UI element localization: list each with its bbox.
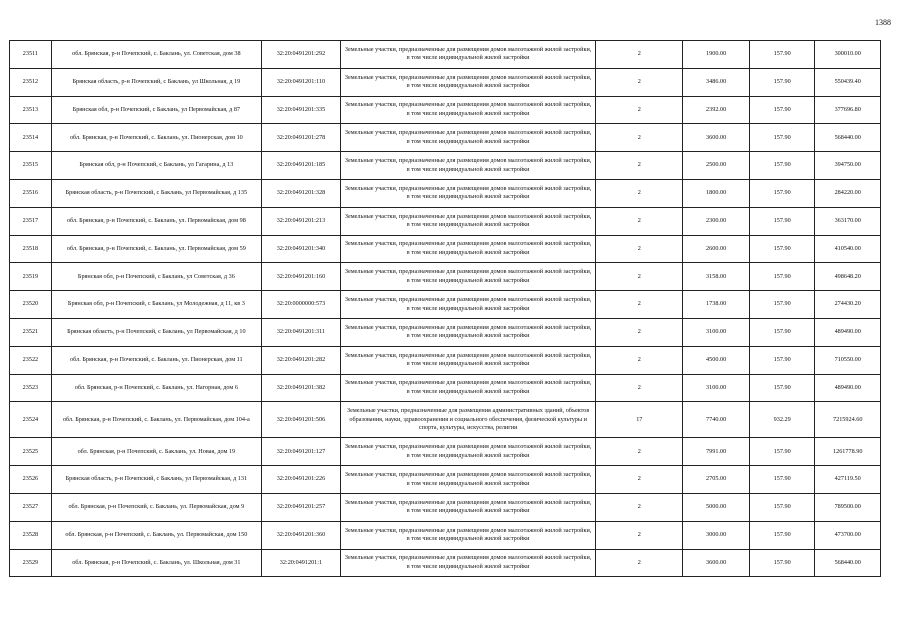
rate-cell: 157.90 [749,291,815,319]
cadastral-value-cell: 489490.00 [815,374,881,402]
cadastral-number-cell: 32:20:0491201:110 [261,68,340,96]
address-cell: Брянская область, р-н Почепский, с Баклань, ул Первомайская, д 135 [51,179,261,207]
table-row [10,235,881,263]
table-row [10,263,881,291]
rate-cell: 157.90 [749,41,815,69]
land-use-cell: Земельные участки, предназначенные для размещения домов малоэтажной жилой застройки, в том числе индивидуальной жилой застройки [340,235,595,263]
category-cell: 2 [596,263,683,291]
address-cell: обл. Брянская, р-н Почепский, с. Баклань, ул. Первомайская, дом 9 [51,493,261,521]
table-row [10,152,881,180]
row-number-cell: 23528 [10,521,52,549]
row-number-cell: 23512 [10,68,52,96]
land-use-cell: Земельные участки, предназначенные для размещения домов малоэтажной жилой застройки, в том числе индивидуальной жилой застройки [340,263,595,291]
table-row [10,68,881,96]
cadastral-number-cell: 32:20:0491201:278 [261,124,340,152]
category-cell: 2 [596,549,683,577]
rate-cell: 157.90 [749,318,815,346]
address-cell: Брянская область, р-н Почепский, с Баклань, ул Школьная, д 19 [51,68,261,96]
area-cell: 3100.00 [683,318,750,346]
row-number-cell: 23517 [10,207,52,235]
rate-cell: 157.90 [749,521,815,549]
table-row [10,318,881,346]
cadastral-value-cell: 568440.00 [815,549,881,577]
address-cell: обл. Брянская, р-н Почепский, с. Баклань, ул. Первомайская, дом 59 [51,235,261,263]
cadastral-number-cell: 32:20:0491201:226 [261,466,340,494]
rate-cell: 157.90 [749,96,815,124]
row-number-cell: 23518 [10,235,52,263]
rate-cell: 157.90 [749,493,815,521]
category-cell: 2 [596,374,683,402]
cadastral-value-cell: 473700.00 [815,521,881,549]
table-row [10,493,881,521]
cadastral-value-cell: 498648.20 [815,263,881,291]
cadastral-value-cell: 1261778.90 [815,438,881,466]
cadastral-number-cell: 32:20:0491201:213 [261,207,340,235]
cadastral-number-cell: 32:20:0491201:340 [261,235,340,263]
address-cell: Брянская область, р-н Почепский, с Баклань, ул Первомайская, д 10 [51,318,261,346]
area-cell: 3600.00 [683,549,750,577]
cadastral-value-cell: 394750.00 [815,152,881,180]
cadastral-value-cell: 274430.20 [815,291,881,319]
category-cell: 2 [596,179,683,207]
row-number-cell: 23526 [10,466,52,494]
rate-cell: 157.90 [749,263,815,291]
table-body [10,41,881,577]
area-cell: 2300.00 [683,207,750,235]
row-number-cell: 23523 [10,374,52,402]
category-cell: 2 [596,318,683,346]
table-row [10,179,881,207]
page-number: 1388 [875,18,891,27]
rate-cell: 157.90 [749,549,815,577]
cadastral-value-cell: 789500.00 [815,493,881,521]
cadastral-number-cell: 32:20:0491201:282 [261,346,340,374]
category-cell: 2 [596,96,683,124]
land-use-cell: Земельные участки, предназначенные для размещения домов малоэтажной жилой застройки, в том числе индивидуальной жилой застройки [340,521,595,549]
land-use-cell: Земельные участки, предназначенные для размещения домов малоэтажной жилой застройки, в том числе индивидуальной жилой застройки [340,207,595,235]
category-cell: 2 [596,68,683,96]
area-cell: 3000.00 [683,521,750,549]
row-number-cell: 23521 [10,318,52,346]
table-row [10,207,881,235]
cadastral-value-cell: 550439.40 [815,68,881,96]
area-cell: 2500.00 [683,152,750,180]
row-number-cell: 23520 [10,291,52,319]
table-row [10,374,881,402]
rate-cell: 157.90 [749,438,815,466]
rate-cell: 157.90 [749,466,815,494]
land-use-cell: Земельные участки, предназначенные для размещения домов малоэтажной жилой застройки, в том числе индивидуальной жилой застройки [340,374,595,402]
cadastral-number-cell: 32:20:0491201:360 [261,521,340,549]
cadastral-value-cell: 410540.00 [815,235,881,263]
category-cell: 17 [596,402,683,438]
area-cell: 2705.00 [683,466,750,494]
address-cell: обл. Брянская, р-н Почепский, с. Баклань, ул. Первомайская, дом 98 [51,207,261,235]
category-cell: 2 [596,521,683,549]
land-use-cell: Земельные участки, предназначенные для размещения домов малоэтажной жилой застройки, в том числе индивидуальной жилой застройки [340,68,595,96]
rate-cell: 932.29 [749,402,815,438]
table-row [10,466,881,494]
row-number-cell: 23525 [10,438,52,466]
address-cell: Брянская обл, р-н Почепский, с Баклань, ул Первомайская, д 87 [51,96,261,124]
land-use-cell: Земельные участки, предназначенные для размещения домов малоэтажной жилой застройки, в том числе индивидуальной жилой застройки [340,96,595,124]
cadastral-number-cell: 32:20:0491201:311 [261,318,340,346]
rate-cell: 157.90 [749,124,815,152]
rate-cell: 157.90 [749,179,815,207]
category-cell: 2 [596,493,683,521]
land-use-cell: Земельные участки, предназначенные для размещения домов малоэтажной жилой застройки, в том числе индивидуальной жилой застройки [340,346,595,374]
cadastral-value-cell: 363170.00 [815,207,881,235]
category-cell: 2 [596,346,683,374]
row-number-cell: 23527 [10,493,52,521]
cadastral-value-cell: 284220.00 [815,179,881,207]
cadastral-number-cell: 32:20:0491201:1 [261,549,340,577]
area-cell: 2392.00 [683,96,750,124]
address-cell: обл. Брянская, р-н Почепский, с. Баклань, ул. Новая, дом 19 [51,438,261,466]
address-cell: обл. Брянская, р-н Почепский, с. Баклань, ул. Советская, дом 38 [51,41,261,69]
area-cell: 2600.00 [683,235,750,263]
cadastral-value-cell: 300010.00 [815,41,881,69]
category-cell: 2 [596,207,683,235]
address-cell: обл. Брянская, р-н Почепский, с. Баклань, ул. Школьная, дом 31 [51,549,261,577]
row-number-cell: 23519 [10,263,52,291]
cadastral-value-cell: 710550.00 [815,346,881,374]
cadastral-number-cell: 32:20:0491201:257 [261,493,340,521]
cadastral-value-cell: 7215924.60 [815,402,881,438]
rate-cell: 157.90 [749,346,815,374]
cadastral-number-cell: 32:20:0491201:382 [261,374,340,402]
rate-cell: 157.90 [749,68,815,96]
row-number-cell: 23511 [10,41,52,69]
land-use-cell: Земельные участки, предназначенные для размещения домов малоэтажной жилой застройки, в том числе индивидуальной жилой застройки [340,124,595,152]
land-registry-table [9,40,881,577]
land-use-cell: Земельные участки, предназначенные для размещения домов малоэтажной жилой застройки, в том числе индивидуальной жилой застройки [340,179,595,207]
address-cell: обл. Брянская, р-н Почепский, с. Баклань, ул. Пионерская, дом 10 [51,124,261,152]
table-row [10,438,881,466]
land-use-cell: Земельные участки, предназначенные для размещения домов малоэтажной жилой застройки, в том числе индивидуальной жилой застройки [340,152,595,180]
land-use-cell: Земельные участки, предназначенные для размещения домов малоэтажной жилой застройки, в том числе индивидуальной жилой застройки [340,466,595,494]
category-cell: 2 [596,438,683,466]
cadastral-value-cell: 377696.80 [815,96,881,124]
table-row [10,291,881,319]
table-row [10,346,881,374]
category-cell: 2 [596,152,683,180]
land-use-cell: Земельные участки, предназначенные для размещения домов малоэтажной жилой застройки, в том числе индивидуальной жилой застройки [340,318,595,346]
rate-cell: 157.90 [749,207,815,235]
area-cell: 1900.00 [683,41,750,69]
row-number-cell: 23516 [10,179,52,207]
cadastral-number-cell: 32:20:0491201:328 [261,179,340,207]
row-number-cell: 23529 [10,549,52,577]
table-row [10,41,881,69]
table-row [10,549,881,577]
land-use-cell: Земельные участки, предназначенные для размещения домов малоэтажной жилой застройки, в том числе индивидуальной жилой застройки [340,438,595,466]
row-number-cell: 23524 [10,402,52,438]
cadastral-number-cell: 32:20:0491201:292 [261,41,340,69]
category-cell: 2 [596,291,683,319]
land-use-cell: Земельные участки, предназначенные для размещения административных зданий, объектов образования, науки, здравоохранения и социального обеспечения, физической культуры и спорта, культуры, искусства, религии [340,402,595,438]
area-cell: 5000.00 [683,493,750,521]
table-row [10,96,881,124]
address-cell: Брянская обл, р-н Почепский, с Баклань, ул Советская, д 36 [51,263,261,291]
land-use-cell: Земельные участки, предназначенные для размещения домов малоэтажной жилой застройки, в том числе индивидуальной жилой застройки [340,549,595,577]
row-number-cell: 23515 [10,152,52,180]
cadastral-value-cell: 427119.50 [815,466,881,494]
cadastral-value-cell: 489490.00 [815,318,881,346]
land-use-cell: Земельные участки, предназначенные для размещения домов малоэтажной жилой застройки, в том числе индивидуальной жилой застройки [340,41,595,69]
cadastral-number-cell: 32:20:0491201:185 [261,152,340,180]
area-cell: 3158.00 [683,263,750,291]
row-number-cell: 23522 [10,346,52,374]
cadastral-value-cell: 568440.00 [815,124,881,152]
rate-cell: 157.90 [749,374,815,402]
table-row [10,124,881,152]
table-row [10,402,881,438]
category-cell: 2 [596,124,683,152]
area-cell: 3486.00 [683,68,750,96]
category-cell: 2 [596,235,683,263]
area-cell: 3600.00 [683,124,750,152]
area-cell: 1800.00 [683,179,750,207]
land-use-cell: Земельные участки, предназначенные для размещения домов малоэтажной жилой застройки, в том числе индивидуальной жилой застройки [340,291,595,319]
address-cell: Брянская обл, р-н Почепский, с Баклань, ул Гагарина, д 13 [51,152,261,180]
address-cell: обл. Брянская, р-н Почепский, с. Баклань, ул. Пионерская, дом 11 [51,346,261,374]
category-cell: 2 [596,41,683,69]
rate-cell: 157.90 [749,152,815,180]
address-cell: обл. Брянская, р-н Почепский, с. Баклань, ул. Нагорная, дом 6 [51,374,261,402]
area-cell: 1738.00 [683,291,750,319]
category-cell: 2 [596,466,683,494]
row-number-cell: 23513 [10,96,52,124]
cadastral-number-cell: 32:20:0000000:573 [261,291,340,319]
area-cell: 7740.00 [683,402,750,438]
area-cell: 3100.00 [683,374,750,402]
area-cell: 4500.00 [683,346,750,374]
area-cell: 7991.00 [683,438,750,466]
cadastral-number-cell: 32:20:0491201:160 [261,263,340,291]
cadastral-number-cell: 32:20:0491201:335 [261,96,340,124]
address-cell: обл. Брянская, р-н Почепский, с. Баклань, ул. Первомайская, дом 150 [51,521,261,549]
row-number-cell: 23514 [10,124,52,152]
address-cell: обл. Брянская, р-н Почепский, с. Баклань, ул. Первомайская, дом 104-а [51,402,261,438]
cadastral-number-cell: 32:20:0491201:127 [261,438,340,466]
rate-cell: 157.90 [749,235,815,263]
land-use-cell: Земельные участки, предназначенные для размещения домов малоэтажной жилой застройки, в том числе индивидуальной жилой застройки [340,493,595,521]
table-row [10,521,881,549]
cadastral-number-cell: 32:20:0491201:506 [261,402,340,438]
address-cell: Брянская обл, р-н Почепский, с Баклань, ул Молодежная, д 11, кв 3 [51,291,261,319]
address-cell: Брянская область, р-н Почепский, с Баклань, ул Первомайская, д 131 [51,466,261,494]
